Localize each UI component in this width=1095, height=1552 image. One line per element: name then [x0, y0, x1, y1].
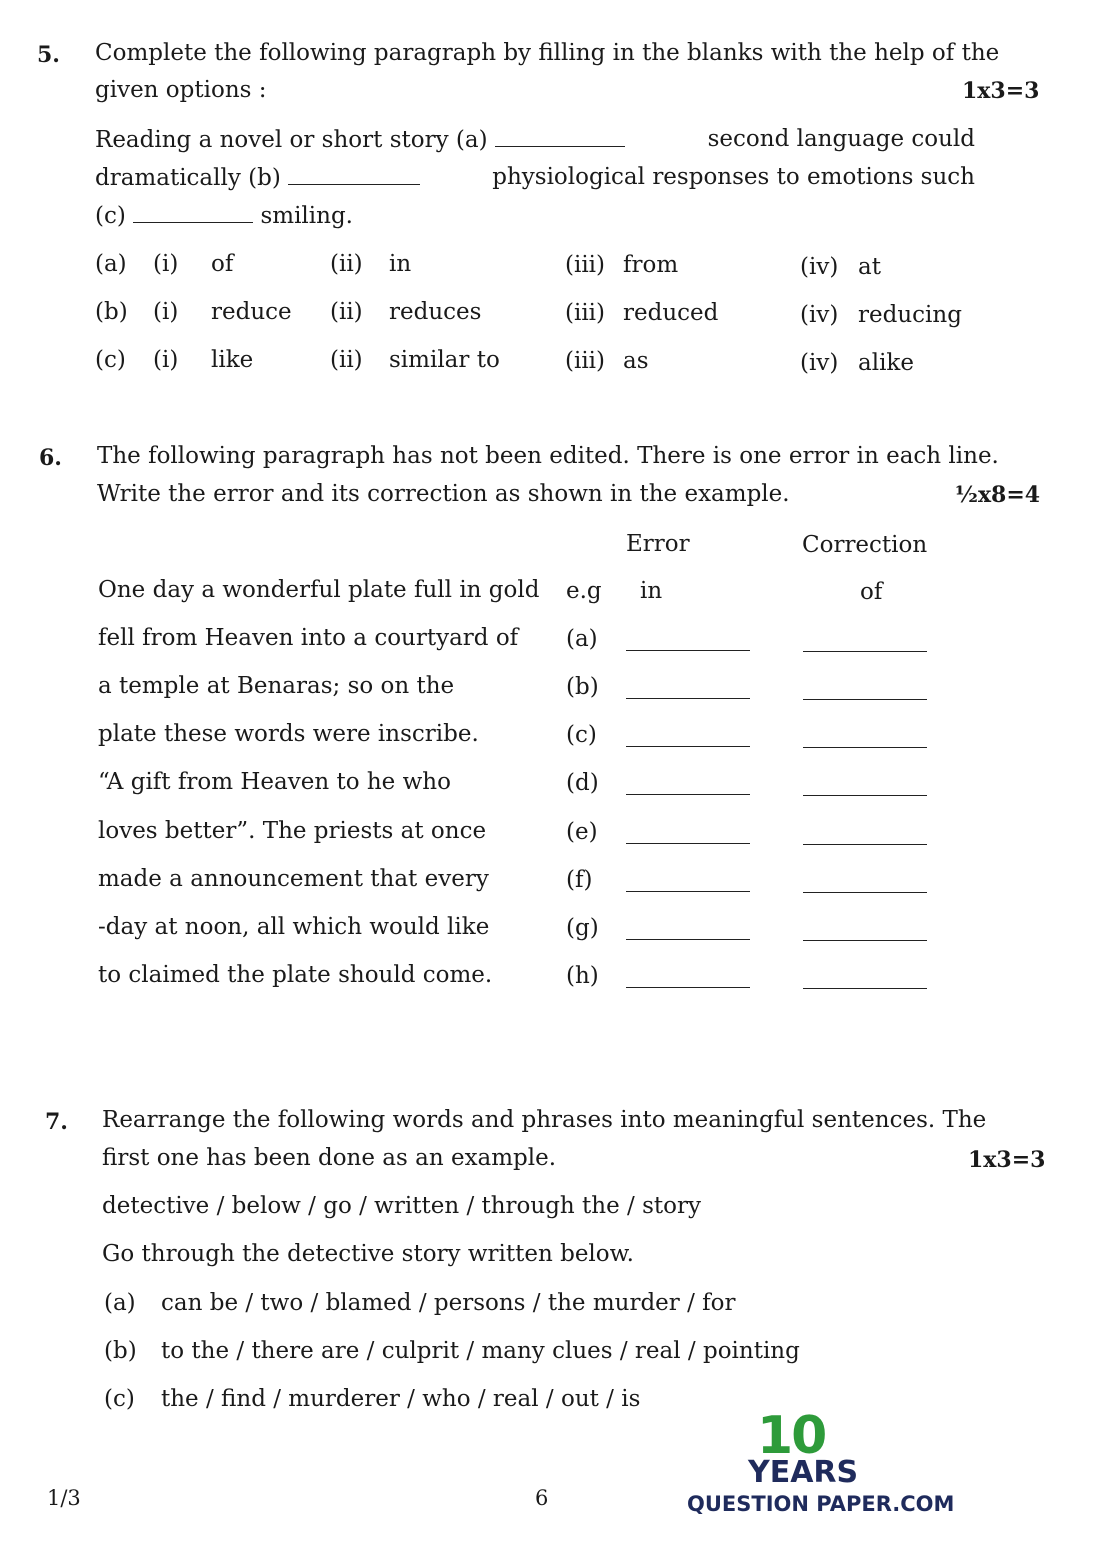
correction-answer-blank[interactable] [803, 940, 927, 941]
option-label: (c) [95, 347, 126, 373]
option-numeral: (iv) [800, 254, 839, 280]
paragraph-text: dramatically (b) [95, 165, 281, 191]
watermark-site: QUESTION PAPER.COM [687, 1492, 955, 1516]
option-numeral: (iii) [565, 252, 606, 278]
passage-line: loves better”. The priests at once [98, 818, 487, 844]
paragraph-line [95, 164, 975, 191]
blank-c[interactable] [133, 202, 253, 223]
option-text: from [623, 252, 679, 278]
option-numeral: (i) [153, 347, 179, 373]
option-text: reducing [858, 302, 962, 328]
passage-line: a temple at Benaras; so on the [98, 673, 455, 699]
question-number: 6. [39, 445, 62, 471]
paragraph-line [95, 126, 975, 153]
correction-answer-blank[interactable] [803, 747, 927, 748]
correction-answer-blank[interactable] [803, 988, 927, 989]
marks-label: 1x3=3 [968, 1147, 1046, 1173]
paragraph-text: (c) [95, 203, 126, 229]
line-label: (e) [566, 819, 598, 845]
page-number: 6 [535, 1486, 549, 1510]
option-numeral: (ii) [330, 299, 363, 325]
paragraph-text: smiling. [260, 203, 353, 229]
instruction-line: Complete the following paragraph by filling in the blanks with the help of the [95, 40, 1000, 66]
error-answer-blank[interactable] [626, 650, 750, 651]
correction-answer-blank[interactable] [803, 844, 927, 845]
passage-line: One day a wonderful plate full in gold [98, 577, 540, 603]
blank-b[interactable] [288, 164, 420, 185]
error-answer-blank[interactable] [626, 843, 750, 844]
item-text: to the / there are / culprit / many clues / real / pointing [161, 1338, 800, 1364]
option-text: reduced [623, 300, 719, 326]
option-label: (b) [95, 299, 128, 325]
line-label: (h) [566, 963, 599, 989]
paragraph-text: Reading a novel or short story (a) [95, 127, 488, 153]
line-label: (g) [566, 915, 599, 941]
correction-answer-blank[interactable] [803, 795, 927, 796]
line-label: (f) [566, 867, 593, 893]
item-label: (b) [104, 1338, 137, 1364]
correction-answer-blank[interactable] [803, 651, 927, 652]
paragraph-text: second language could [707, 126, 975, 152]
line-label: (d) [566, 770, 599, 796]
marks-label: 1x3=3 [962, 78, 1040, 104]
item-label: (a) [104, 1290, 136, 1316]
error-answer-blank[interactable] [626, 698, 750, 699]
example-error: in [640, 578, 663, 604]
correction-answer-blank[interactable] [803, 892, 927, 893]
error-answer-blank[interactable] [626, 891, 750, 892]
option-text: like [211, 347, 254, 373]
error-answer-blank[interactable] [626, 746, 750, 747]
option-label: (a) [95, 251, 127, 277]
option-text: alike [858, 350, 914, 376]
instruction-line: The following paragraph has not been edited. There is one error in each line. [97, 443, 999, 469]
option-numeral: (iii) [565, 300, 606, 326]
example-answer: Go through the detective story written below. [102, 1241, 634, 1267]
paragraph-text: physiological responses to emotions such [492, 164, 975, 190]
passage-line: “A gift from Heaven to he who [98, 769, 451, 795]
line-label: e.g [566, 578, 602, 604]
passage-line: fell from Heaven into a courtyard of [98, 625, 519, 651]
blank-a[interactable] [495, 126, 625, 147]
error-answer-blank[interactable] [626, 987, 750, 988]
option-numeral: (iv) [800, 302, 839, 328]
instruction-line: Write the error and its correction as shown in the example. [97, 481, 790, 507]
paper-code: 1/3 [47, 1486, 81, 1510]
question-number: 7. [45, 1109, 68, 1135]
example-jumbled: detective / below / go / written / through the / story [102, 1193, 701, 1219]
passage-line: to claimed the plate should come. [98, 962, 493, 988]
option-numeral: (ii) [330, 251, 363, 277]
option-text: similar to [389, 347, 500, 373]
error-answer-blank[interactable] [626, 794, 750, 795]
instruction-line: given options : [95, 77, 267, 103]
question-number: 5. [37, 42, 60, 68]
option-text: reduces [389, 299, 482, 325]
option-numeral: (ii) [330, 347, 363, 373]
error-answer-blank[interactable] [626, 939, 750, 940]
option-numeral: (iv) [800, 350, 839, 376]
option-text: in [389, 251, 412, 277]
passage-line: -day at noon, all which would like [98, 914, 490, 940]
watermark-ten: 10 [757, 1406, 826, 1466]
example-correction: of [860, 579, 883, 605]
watermark-years: YEARS [748, 1455, 859, 1490]
instruction-line: first one has been done as an example. [102, 1145, 557, 1171]
item-text: can be / two / blamed / persons / the murder / for [161, 1290, 736, 1316]
option-text: as [623, 348, 649, 374]
paragraph-line [95, 202, 353, 229]
instruction-line: Rearrange the following words and phrases into meaningful sentences. The [102, 1107, 987, 1133]
option-text: reduce [211, 299, 292, 325]
item-label: (c) [104, 1386, 135, 1412]
option-numeral: (i) [153, 299, 179, 325]
line-label: (a) [566, 626, 598, 652]
option-numeral: (i) [153, 251, 179, 277]
column-header-correction: Correction [802, 532, 928, 558]
option-numeral: (iii) [565, 348, 606, 374]
option-text: of [211, 251, 234, 277]
passage-line: plate these words were inscribe. [98, 721, 479, 747]
marks-label: ½x8=4 [955, 482, 1041, 508]
item-text: the / find / murderer / who / real / out / is [161, 1386, 641, 1412]
option-text: at [858, 254, 881, 280]
line-label: (c) [566, 722, 597, 748]
line-label: (b) [566, 674, 599, 700]
passage-line: made a announcement that every [98, 866, 489, 892]
correction-answer-blank[interactable] [803, 699, 927, 700]
column-header-error: Error [626, 531, 690, 557]
